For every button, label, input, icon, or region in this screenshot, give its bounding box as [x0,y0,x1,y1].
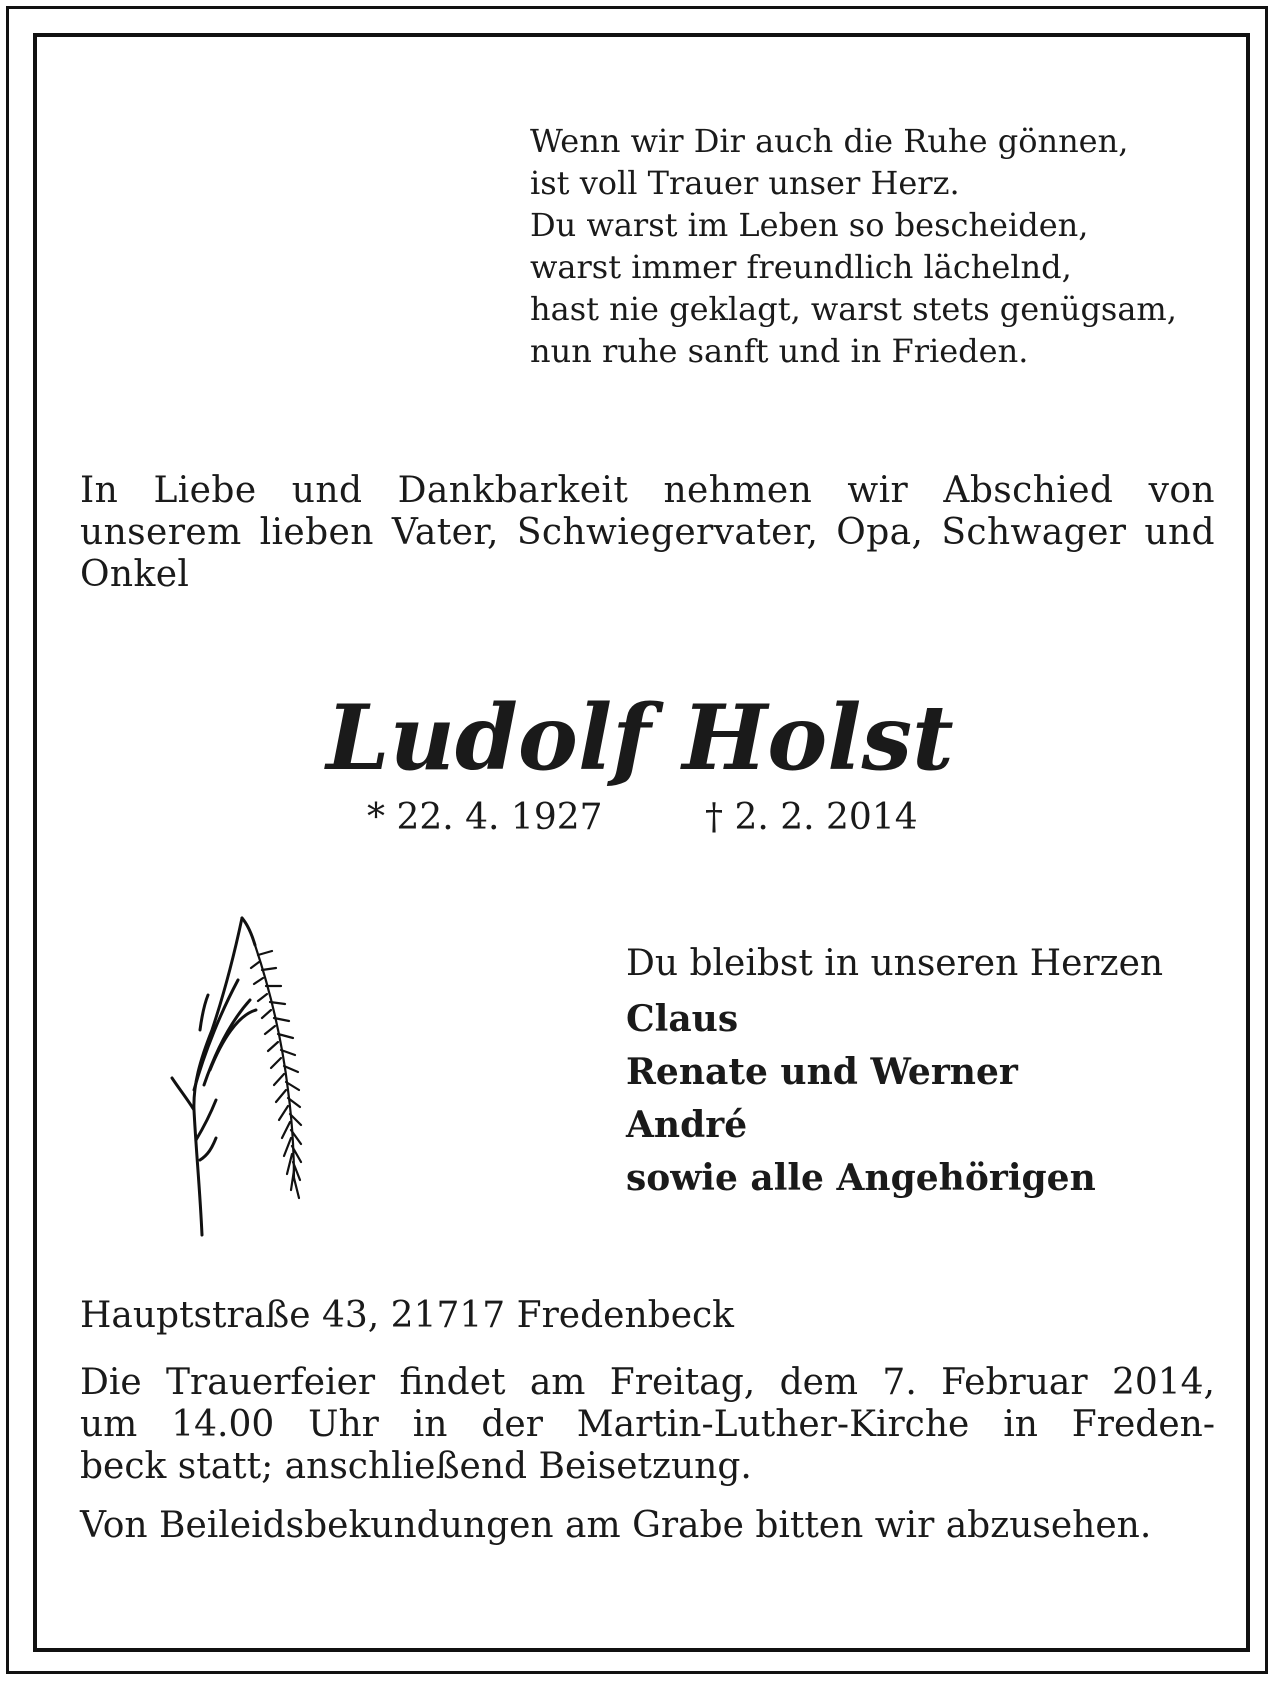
ceremony-line: beck statt; anschließend Beisetzung. [80,1446,752,1487]
condolence-note: Von Beileidsbekundungen am Grabe bitten wir abzusehen. [80,1505,1152,1546]
birth-date: * 22. 4. 1927 [367,797,603,838]
mourners-block [626,937,1163,1205]
poem-line: nun ruhe sanft und in Frieden. [530,332,1029,370]
deceased-name: Ludolf Holst [326,685,954,791]
mourners-lead: Du bleibst in unseren Herzen [626,943,1164,984]
ceremony-line: um 14.00 Uhr in der Martin-Luther-Kirche in Freden- [80,1404,1215,1445]
address: Hauptstraße 43, 21717 Fredenbeck [80,1295,734,1336]
mourner-name: Claus [626,998,739,1040]
farewell-text: In Liebe und Dankbarkeit nehmen wir Abschied von unserem lieben Vater, Schwiegervater, Opa, Schwager und Onkel [80,470,1215,595]
grass-ear-icon [160,910,340,1240]
mourner-name: sowie alle Angehörigen [626,1157,1096,1199]
mourner-name: Renate und Werner [626,1051,1018,1093]
poem-line: hast nie geklagt, warst stets genügsam, [530,290,1177,328]
poem-line: warst immer freundlich lächelnd, [530,248,1072,286]
ceremony-info [80,1362,1215,1488]
death-date: † 2. 2. 2014 [705,797,918,838]
poem-line: Du warst im Leben so bescheiden, [530,206,1089,244]
ceremony-line: Die Trauerfeier findet am Freitag, dem 7. Februar 2014, [80,1362,1215,1403]
poem-line: ist voll Trauer unser Herz. [530,164,960,202]
poem-line: Wenn wir Dir auch die Ruhe gönnen, [530,122,1129,160]
poem [530,120,1177,372]
mourner-name: André [626,1104,748,1146]
